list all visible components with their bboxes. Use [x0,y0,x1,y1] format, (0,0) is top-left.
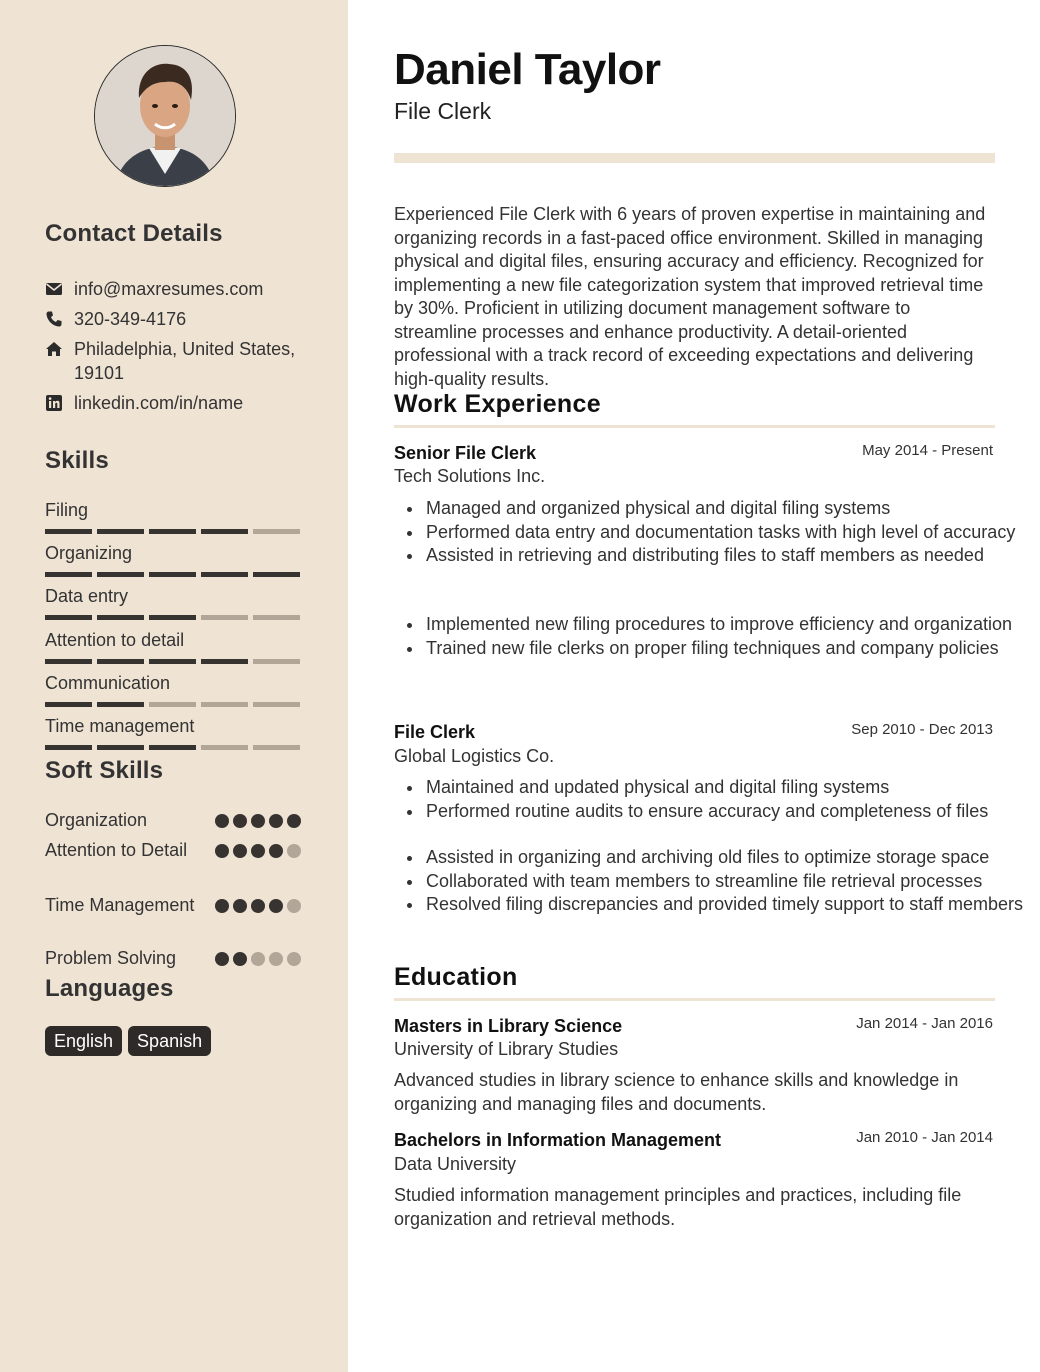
rating-dot [215,814,229,828]
skill-bar-segment [201,659,248,664]
skill-label: Filing [45,500,89,520]
contact-address [45,337,305,385]
list-item: Performed routine audits to ensure accuracy and completeness of files [426,800,1030,824]
skill-label: Organizing [45,543,133,563]
skill-bar-segment [45,615,92,620]
skill-bar-segment [253,659,300,664]
section-divider [394,998,995,1001]
rating-dot [215,899,229,913]
skill-item [45,585,301,620]
skill-bar-segment [97,659,144,664]
skill-label: Attention to detail [45,630,185,650]
rating-dot [233,899,247,913]
rating-dot [233,952,247,966]
job-bullets [394,613,1030,660]
skill-bar-segment [201,702,248,707]
header-divider [394,153,995,163]
skill-label: Data entry [45,586,129,606]
skill-meter [45,615,301,620]
skill-bar-segment [201,572,248,577]
skill-meter [45,659,301,664]
rating-dot [251,814,265,828]
skill-bar-segment [253,745,300,750]
contact-linkedin [45,391,305,415]
skill-item [45,499,301,534]
profile-summary: Experienced File Clerk with 6 years of proven expertise in maintaining and organizing records in a fast-paced office environment. Skilled in managing physical and digital files, ensuring accuracy and efficiency. Recognized for implementing a new file categorization system that improved retrieval time by 30%. Proficient in utilizing document management software to streamline processes and enhance productivity. A detail-oriented professional with a track record of exceeding expectations and delivering high-quality results. [394,204,986,389]
soft-skill-rating [215,899,301,917]
candidate-name: Daniel Taylor [394,45,661,94]
school-name: University of Library Studies [394,1039,619,1059]
soft-skill-item [45,946,301,970]
soft-skills-heading: Soft Skills [45,757,164,784]
skill-bar-segment [97,572,144,577]
rating-dot [287,814,301,828]
skill-item [45,672,301,707]
rating-dot [251,952,265,966]
rating-dot [269,814,283,828]
list-item: Managed and organized physical and digital filing systems [426,497,1030,521]
skill-bar-segment [149,659,196,664]
skill-bar-segment [149,572,196,577]
skill-bar-segment [97,615,144,620]
skill-meter [45,702,301,707]
skill-bar-segment [201,529,248,534]
portrait-image [95,46,235,186]
job-bullets [394,846,1030,917]
languages-list [45,1026,211,1056]
skill-bar-segment [253,702,300,707]
list-item: Implemented new filing procedures to improve efficiency and organization [426,613,1030,637]
skill-bar-segment [201,615,248,620]
job-dates: Sep 2010 - Dec 2013 [851,721,993,738]
skill-bar-segment [45,529,92,534]
job-title-entry: Senior File Clerk [394,443,537,463]
skill-item [45,542,301,577]
skill-bar-segment [253,572,300,577]
skill-bar-segment [253,529,300,534]
skill-bar-segment [45,659,92,664]
soft-skill-item [45,893,301,917]
skill-bar-segment [149,702,196,707]
skill-label: Communication [45,673,171,693]
language-badge: Spanish [128,1026,211,1056]
skill-bar-segment [97,529,144,534]
rating-dot [215,844,229,858]
email-text[interactable]: info@maxresumes.com [74,279,264,299]
rating-dot [251,844,265,858]
education-description: Studied information management principles and practices, including file organization and retrieval methods. [394,1185,962,1229]
skill-bar-segment [201,745,248,750]
phone-icon [45,310,63,328]
skill-bar-segment [97,702,144,707]
rating-dot [251,899,265,913]
job-bullets [394,776,1030,823]
soft-skill-label: Time Management [45,895,195,915]
address-text: Philadelphia, United States, 19101 [74,339,296,383]
job-dates: May 2014 - Present [862,442,993,459]
rating-dot [287,952,301,966]
soft-skill-label: Organization [45,810,148,830]
phone-text[interactable]: 320-349-4176 [74,309,187,329]
soft-skill-item [45,808,301,832]
skill-label: Time management [45,716,195,736]
skill-bar-segment [45,745,92,750]
soft-skill-label: Attention to Detail [45,840,188,860]
education-dates: Jan 2010 - Jan 2014 [856,1129,993,1146]
degree-title: Masters in Library Science [394,1016,623,1036]
soft-skill-label: Problem Solving [45,948,177,968]
skill-bar-segment [45,702,92,707]
rating-dot [287,899,301,913]
education-dates: Jan 2014 - Jan 2016 [856,1015,993,1032]
rating-dot [215,952,229,966]
job-title: File Clerk [394,98,492,124]
job-title-entry: File Clerk [394,722,476,742]
contact-heading: Contact Details [45,220,223,247]
rating-dot [233,844,247,858]
work-experience-heading: Work Experience [394,390,601,418]
home-icon [45,340,63,358]
profile-photo [94,45,236,187]
envelope-icon [45,280,63,298]
list-item: Performed data entry and documentation tasks with high level of accuracy [426,521,1030,545]
skill-meter [45,529,301,534]
company-name: Tech Solutions Inc. [394,466,546,486]
contact-email [45,277,305,301]
list-item: Trained new file clerks on proper filing techniques and company policies [426,637,1030,661]
education-description: Advanced studies in library science to enhance skills and knowledge in organizing and managing files and documents. [394,1070,959,1114]
list-item: Maintained and updated physical and digital filing systems [426,776,1030,800]
soft-skill-rating [215,844,301,862]
skill-bar-segment [149,529,196,534]
list-item: Resolved filing discrepancies and provided timely support to staff members [426,893,1030,917]
skill-bar-segment [149,745,196,750]
education-heading: Education [394,963,518,991]
contact-phone [45,307,305,331]
skill-item [45,715,301,750]
degree-title: Bachelors in Information Management [394,1130,722,1150]
sidebar [0,0,348,1372]
linkedin-icon [45,394,63,412]
soft-skill-item [45,838,301,862]
linkedin-text[interactable]: linkedin.com/in/name [74,393,244,413]
company-name: Global Logistics Co. [394,746,555,766]
skill-bar-segment [45,572,92,577]
rating-dot [269,844,283,858]
soft-skill-rating [215,814,301,832]
skill-meter [45,745,301,750]
list-item: Collaborated with team members to streamline file retrieval processes [426,870,1030,894]
languages-heading: Languages [45,975,174,1002]
school-name: Data University [394,1154,517,1174]
section-divider [394,425,995,428]
rating-dot [269,952,283,966]
skills-heading: Skills [45,447,109,474]
job-bullets [394,497,1030,568]
soft-skill-rating [215,952,301,970]
list-item: Assisted in retrieving and distributing files to staff members as needed [426,544,1030,568]
skill-meter [45,572,301,577]
skill-bar-segment [149,615,196,620]
list-item: Assisted in organizing and archiving old files to optimize storage space [426,846,1030,870]
rating-dot [233,814,247,828]
rating-dot [269,899,283,913]
skill-item [45,629,301,664]
language-badge: English [45,1026,122,1056]
rating-dot [287,844,301,858]
skill-bar-segment [97,745,144,750]
skill-bar-segment [253,615,300,620]
